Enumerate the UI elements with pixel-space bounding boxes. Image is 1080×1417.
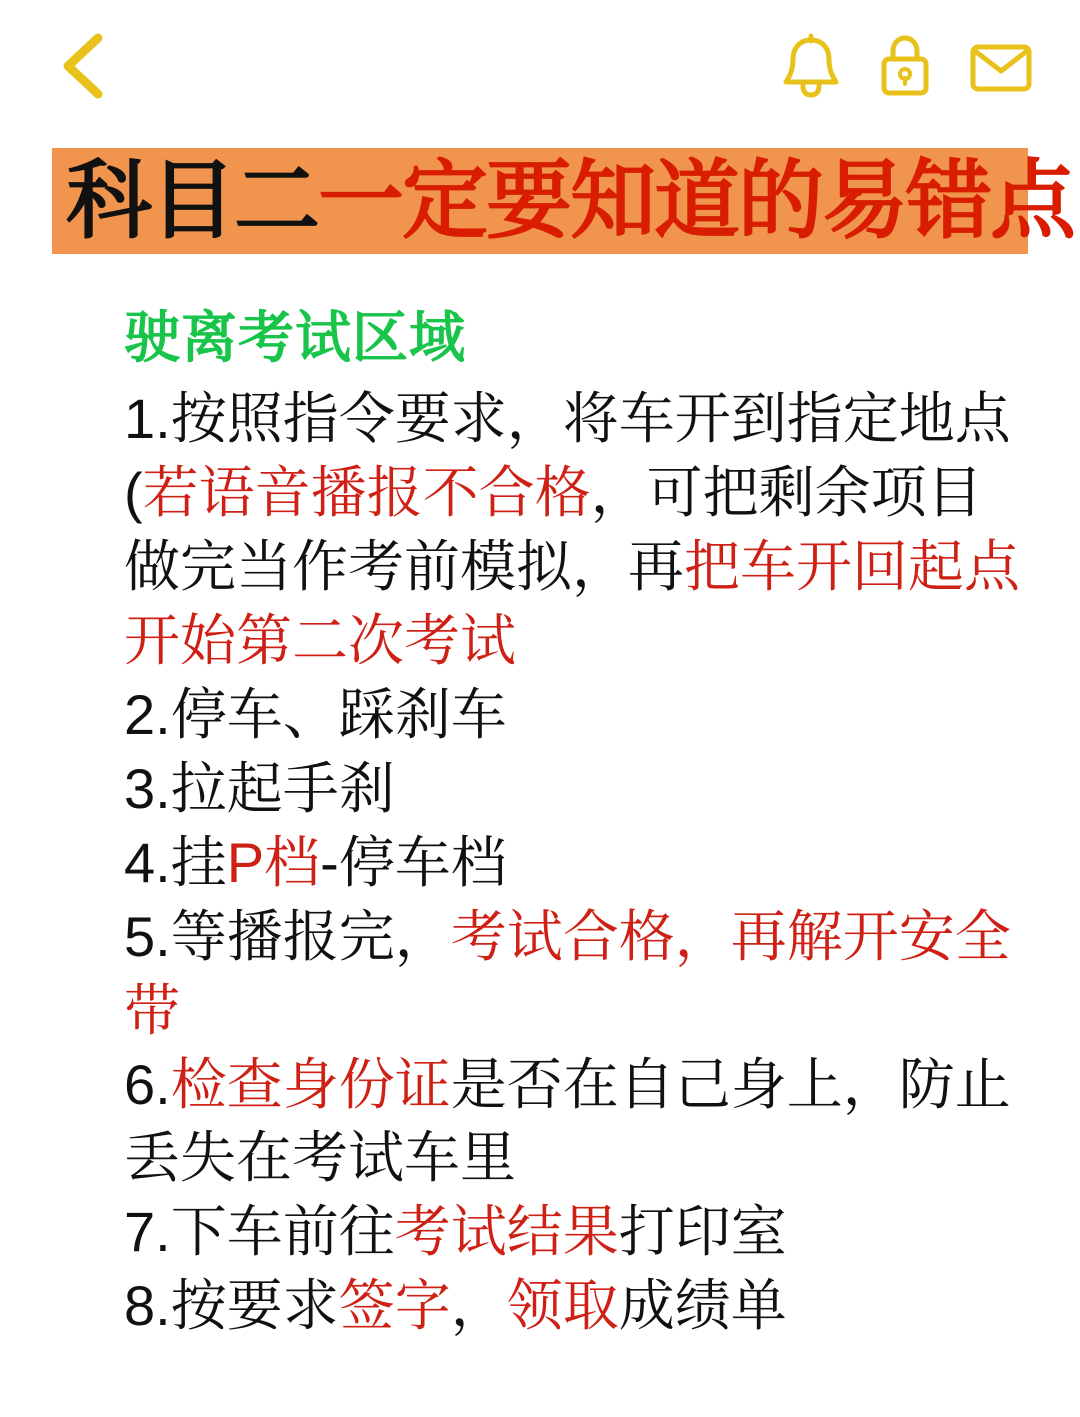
list-item [124, 1195, 1026, 1269]
list-item-text: 下车前往 [170, 1200, 395, 1264]
mail-icon[interactable] [968, 35, 1034, 97]
list-item-text: P档 [226, 830, 321, 894]
list-item-text: 按照指令要求，将车开到指定地点( [124, 387, 1011, 525]
list-item-text: 等播报完， [170, 904, 451, 968]
list-item [124, 752, 1026, 826]
page-title-black: 科目二 [66, 151, 318, 251]
list-item-text: 停车、踩刹车 [170, 683, 507, 747]
list-item-number: 6. [124, 1052, 171, 1116]
list-item-text: 打印室 [618, 1200, 787, 1264]
list-item-text: 按要求 [170, 1274, 339, 1338]
list-item-number: 2. [124, 683, 171, 747]
list-item-text: 领取 [506, 1274, 619, 1338]
title-banner [52, 148, 1074, 254]
list-item-text: 若语音播报不合格 [142, 461, 591, 525]
list-item-text: ，可把剩余项目做完当作考前模拟，再 [124, 461, 983, 599]
list-item-text: 签字 [338, 1274, 451, 1338]
top-bar [0, 0, 1080, 132]
list-item-number: 3. [124, 756, 171, 820]
list-item-number: 7. [124, 1200, 171, 1264]
list-item-text: ， [450, 1274, 507, 1338]
tips-list [124, 382, 1026, 1343]
chevron-left-icon[interactable] [54, 30, 108, 102]
list-item-text: 考试合格，再解开安全带 [124, 904, 1011, 1042]
list-item-text: 考试结果 [394, 1200, 619, 1264]
list-item [124, 826, 1026, 900]
list-item [124, 1269, 1026, 1343]
list-item-text: 挂 [170, 830, 227, 894]
list-item-number: 5. [124, 904, 171, 968]
list-item [124, 1048, 1026, 1196]
bell-icon[interactable] [780, 33, 842, 99]
list-item [124, 382, 1026, 678]
page-title-red: 一定要知道的易错点 [318, 151, 1074, 251]
list-item-text: 把车开回起点开始第二次考试 [124, 535, 1020, 673]
list-item-number: 4. [124, 830, 171, 894]
lock-icon[interactable] [876, 33, 934, 99]
page-title [66, 151, 1074, 251]
article-content [0, 306, 1080, 1343]
list-item-text: 成绩单 [618, 1274, 787, 1338]
list-item-number: 1. [124, 387, 171, 451]
section-heading: 驶离考试区域 [124, 306, 466, 369]
top-icon-group [780, 33, 1034, 99]
list-item-text: -停车档 [320, 830, 507, 894]
list-item-text: 检查身份证 [170, 1052, 451, 1116]
list-item [124, 678, 1026, 752]
list-item [124, 900, 1026, 1048]
list-item-text: 是否在自己身上，防止丢失在考试车里 [124, 1052, 1011, 1190]
list-item-text: 拉起手刹 [170, 756, 395, 820]
list-item-number: 8. [124, 1274, 171, 1338]
